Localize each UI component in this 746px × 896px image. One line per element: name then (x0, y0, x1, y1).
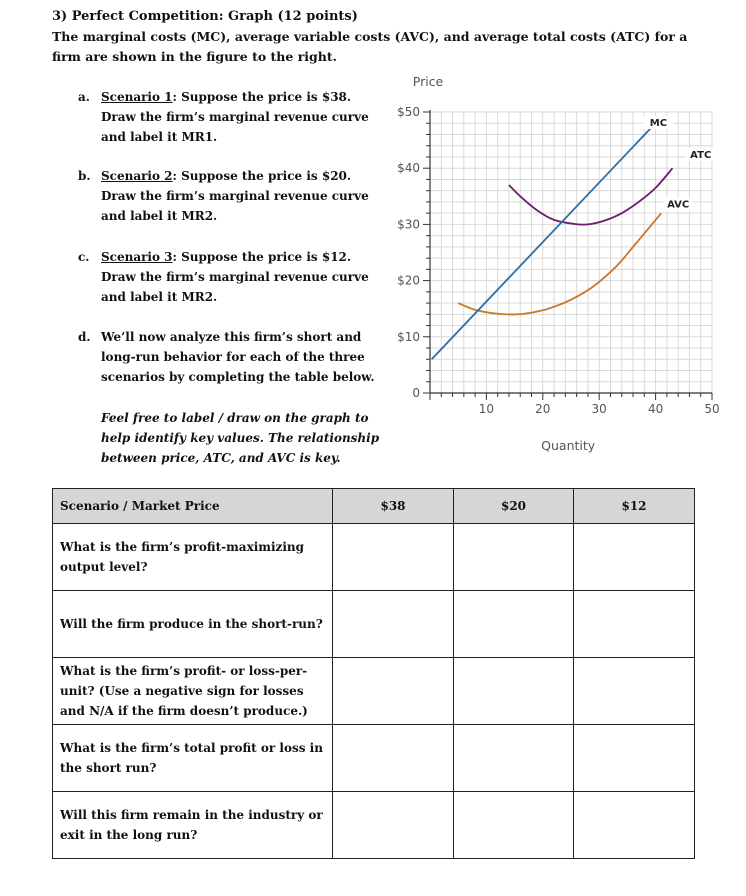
row-question: What is the firm’s total profit or loss in the short run? (53, 725, 333, 792)
x-tick-label: 50 (704, 402, 720, 416)
section-intro: The marginal costs (MC), average variable costs (AVC), and average total costs (ATC) for a firm are shown in the figure to the right. (52, 29, 688, 64)
answer-cell[interactable] (454, 792, 574, 859)
graph-labels (397, 74, 720, 453)
y-tick-label: $10 (397, 329, 420, 344)
header-price-20: $20 (454, 489, 574, 524)
x-tick-label: 10 (478, 402, 495, 416)
x-axis-label: Quantity (541, 438, 596, 453)
y-tick-label: $50 (397, 105, 420, 119)
question-letter: a. (78, 90, 90, 104)
question-b (78, 166, 378, 226)
table-row (53, 591, 695, 658)
scenario-label: Scenario 2 (101, 169, 173, 183)
scenario-label: Scenario 1 (101, 90, 173, 104)
y-tick-label: $30 (397, 217, 420, 232)
question-letter: c. (78, 250, 90, 264)
row-question: Will the firm produce in the short-run? (53, 591, 333, 658)
atc-label: ATC (690, 150, 712, 162)
answer-cell[interactable] (333, 658, 454, 725)
question-text: We’ll now analyze this firm’s short and long-run behavior for each of the three scenarios by completing the table below. (101, 330, 375, 384)
row-question: Will this firm remain in the industry or exit in the long run? (53, 792, 333, 859)
y-axis-label: Price (412, 74, 444, 89)
atc-curve (509, 168, 673, 224)
y-tick-label: 0 (412, 386, 420, 400)
question-text: : Suppose the price is $20. Draw the firm’s marginal revenue curve and label it MR2. (101, 169, 369, 223)
answer-cell[interactable] (333, 524, 454, 591)
table-header-row (53, 489, 695, 524)
section-title: 3) Perfect Competition: Graph (12 points) (52, 9, 358, 24)
mc-curve (432, 126, 653, 359)
cost-curves-graph (385, 68, 730, 468)
answer-cell[interactable] (333, 725, 454, 792)
axes (423, 110, 712, 400)
question-letter: d. (78, 330, 91, 344)
graph-hint-note: Feel free to label / draw on the graph to help identify key values. The relationship between price, ATC, and AVC is key. (101, 411, 380, 465)
question-text: : Suppose the price is $12. Draw the firm’s marginal revenue curve and label it MR2. (101, 250, 369, 304)
grid (430, 112, 712, 393)
question-d (78, 327, 378, 387)
header-scenario: Scenario / Market Price (53, 489, 333, 524)
answer-cell[interactable] (574, 725, 695, 792)
x-tick-label: 20 (535, 402, 551, 416)
answer-cell[interactable] (333, 591, 454, 658)
x-tick-label: 40 (647, 402, 664, 416)
y-tick-label: $20 (397, 273, 420, 288)
scenario-label: Scenario 3 (101, 250, 173, 264)
table-row (53, 524, 695, 591)
answer-cell[interactable] (454, 725, 574, 792)
mc-label: MC (649, 118, 668, 130)
answer-cell[interactable] (574, 658, 695, 725)
table-row (53, 658, 695, 725)
x-tick-label: 30 (591, 402, 607, 416)
answer-cell[interactable] (574, 792, 695, 859)
answer-cell[interactable] (574, 524, 695, 591)
answer-cell[interactable] (454, 524, 574, 591)
answer-cell[interactable] (454, 591, 574, 658)
question-letter: b. (78, 169, 91, 183)
analysis-table (52, 488, 695, 859)
cost-curves (432, 126, 673, 359)
row-question: What is the firm’s profit- or loss-per-unit? (Use a negative sign for losses and N/A if the firm doesn’t produce.) (53, 658, 333, 725)
table-row (53, 792, 695, 859)
header-price-38: $38 (333, 489, 454, 524)
avc-label: AVC (667, 199, 690, 211)
header-price-12: $12 (574, 489, 695, 524)
y-tick-label: $40 (397, 161, 420, 176)
question-a (78, 87, 378, 147)
question-c (78, 247, 378, 307)
question-text: : Suppose the price is $38. Draw the firm’s marginal revenue curve and label it MR1. (101, 90, 369, 144)
table-row (53, 725, 695, 792)
answer-cell[interactable] (574, 591, 695, 658)
answer-cell[interactable] (333, 792, 454, 859)
answer-cell[interactable] (454, 658, 574, 725)
row-question: What is the firm’s profit-maximizing output level? (53, 524, 333, 591)
